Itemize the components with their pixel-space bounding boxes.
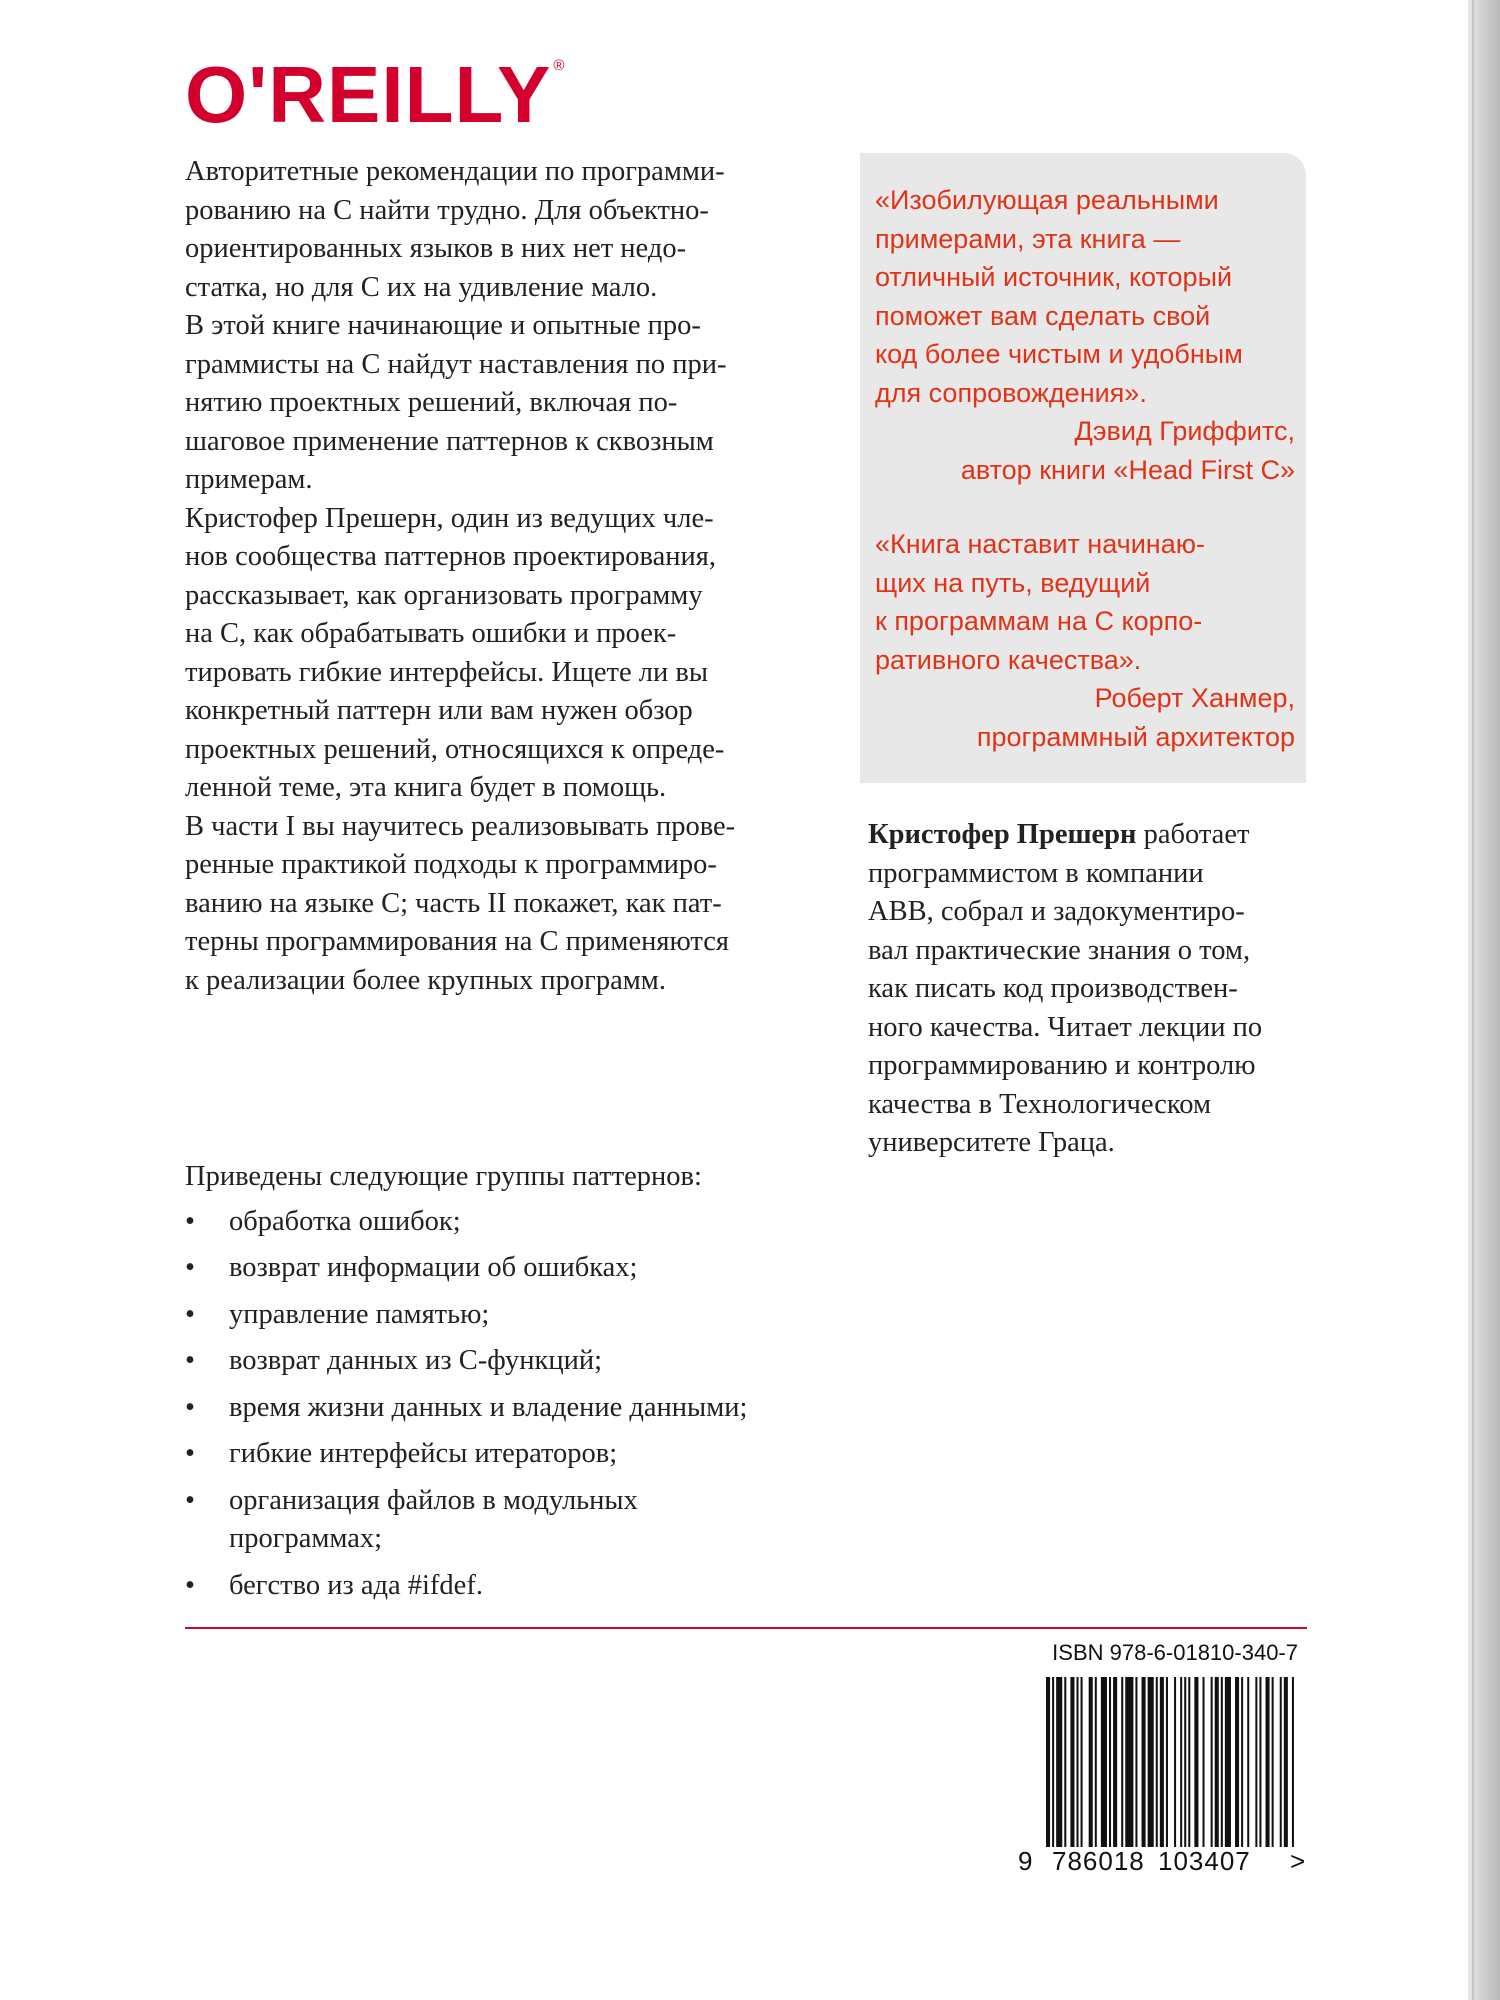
barcode-bar — [1194, 1677, 1198, 1847]
quote-author: Дэвид Гриффитс, — [1074, 416, 1295, 446]
pattern-item — [185, 1203, 845, 1242]
description-line: к реализации более крупных программ. — [185, 964, 666, 996]
barcode-bar — [1255, 1677, 1257, 1847]
pattern-item-text: управление памятью; — [229, 1298, 490, 1330]
bio-line: качества в Технологическом — [868, 1088, 1212, 1120]
barcode-bar — [1259, 1677, 1261, 1847]
description-line: нятию проектных решений, включая по- — [185, 387, 678, 418]
quote-author-role: программный архитектор — [976, 721, 1295, 752]
barcode-bar — [1284, 1677, 1288, 1847]
barcode-bar — [1052, 1677, 1054, 1847]
barcode-bar — [1266, 1677, 1270, 1847]
bio-first-line-rest: работает — [1136, 819, 1250, 850]
description-line: на С, как обрабатывать ошибки и проек- — [185, 618, 677, 649]
bullet-icon: • — [185, 1252, 195, 1283]
pattern-item-text: программах; — [229, 1523, 383, 1554]
quote-line: примерами, эта книга — — [875, 223, 1181, 254]
bullet-icon: • — [185, 1569, 195, 1601]
pattern-item-text: бегство из ада #ifdef. — [229, 1569, 483, 1601]
barcode-bar — [1148, 1677, 1154, 1847]
pattern-item-text: обработка ошибок; — [229, 1205, 461, 1237]
author-name: Кристофер Прешерн — [868, 819, 1137, 850]
trademark-symbol: ® — [553, 57, 566, 74]
barcode-bar — [1076, 1677, 1078, 1847]
pattern-groups — [185, 1158, 845, 1613]
quote-line: ративного качества». — [875, 644, 1142, 675]
description-line: статка, но для С их на удивление мало. — [185, 271, 658, 303]
barcode-bar — [1121, 1677, 1123, 1847]
barcode-bar — [1235, 1677, 1239, 1847]
pattern-item-text: возврат информации об ошибках; — [229, 1252, 638, 1283]
quote-hanmer — [875, 525, 1305, 756]
barcode-bar — [1247, 1677, 1249, 1847]
logo-text: O'REILLY — [185, 50, 552, 139]
description-line: Кристофер Прешерн, один из ведущих чле- — [185, 502, 714, 534]
description-line: проектных решений, относящихся к опреде- — [185, 733, 725, 765]
barcode-bar — [1056, 1677, 1062, 1847]
barcode-bar — [1272, 1677, 1274, 1847]
pattern-item — [185, 1249, 845, 1288]
pattern-item — [185, 1482, 845, 1559]
description-line: ленной теме, эта книга будет в помощь. — [185, 772, 667, 803]
barcode-bar — [1280, 1677, 1282, 1847]
description-line: нов сообщества паттернов проектирования, — [185, 541, 716, 572]
barcode-bar — [1101, 1677, 1107, 1847]
bullet-icon: • — [185, 1438, 195, 1469]
barcode-bar — [1184, 1677, 1186, 1847]
bio-line: как писать код производствен- — [868, 973, 1238, 1004]
pattern-groups-heading: Приведены следующие группы паттернов: — [185, 1161, 702, 1192]
pattern-item-text: гибкие интерфейсы итераторов; — [229, 1438, 618, 1469]
description-line: ванию на языке С; часть II покажет, как пат- — [185, 887, 722, 919]
bio-line: программистом в компании — [868, 857, 1204, 889]
bullet-icon: • — [185, 1298, 195, 1330]
description-line: шаговое применение паттернов к сквозным — [185, 425, 714, 457]
pattern-item-text: возврат данных из С-функций; — [229, 1345, 603, 1376]
barcode-digit-first: 9 — [1018, 1846, 1034, 1876]
barcode-bar — [1215, 1677, 1219, 1847]
isbn-label: ISBN 978-6-01810-340-7 — [1052, 1640, 1298, 1665]
bio-line: вал практические знания о том, — [868, 934, 1251, 966]
barcode-bar — [1180, 1677, 1182, 1847]
quote-line: к программам на С корпо- — [875, 606, 1203, 636]
barcode-bar — [1174, 1677, 1176, 1847]
bio-first-line — [868, 816, 1318, 855]
barcode-digits-left: 786018 — [1052, 1846, 1145, 1876]
pattern-list — [185, 1203, 845, 1606]
description-line: рованию на С найти трудно. Для объектно- — [185, 194, 709, 226]
quote-line: отличный источник, который — [875, 262, 1233, 292]
barcode-bar — [1135, 1677, 1137, 1847]
barcode-bar — [1203, 1677, 1205, 1847]
quote-line: поможет вам сделать свой — [875, 300, 1211, 331]
description-line: Авторитетные рекомендации по программи- — [185, 156, 725, 187]
pattern-item — [185, 1389, 845, 1428]
description-line: В этой книге начинающие и опытные про- — [185, 310, 701, 341]
quote-line: «Книга наставит начинаю- — [875, 529, 1205, 559]
bio-line: ABB, собрал и задокументиро- — [868, 896, 1245, 927]
pattern-item — [185, 1296, 845, 1335]
publisher-logo — [185, 50, 566, 139]
description-line: ориентированных языков в них нет недо- — [185, 233, 687, 264]
book-description — [185, 153, 845, 1000]
barcode-bar — [1046, 1677, 1050, 1847]
barcode-bar — [1142, 1677, 1146, 1847]
book-edge-line — [1472, 0, 1474, 2000]
quote-griffiths — [875, 181, 1305, 489]
description-line: терны программирования на С применяются — [185, 926, 729, 957]
barcode-bar — [1241, 1677, 1243, 1847]
pattern-item — [185, 1567, 845, 1606]
pattern-item-text: организация файлов в модульных — [229, 1484, 638, 1516]
barcode-bar — [1156, 1677, 1158, 1847]
author-bio — [868, 816, 1318, 1163]
red-divider — [185, 1627, 1307, 1629]
barcode-bar — [1188, 1677, 1190, 1847]
pattern-item — [185, 1435, 845, 1474]
bio-line: университете Граца. — [868, 1127, 1115, 1158]
barcode-bar — [1221, 1677, 1223, 1847]
bullet-icon: • — [185, 1484, 195, 1516]
description-line: ренные практикой подходы к программиро- — [185, 849, 717, 880]
description-line: граммисты на С найдут наставления по при- — [185, 348, 727, 380]
barcode — [1046, 1677, 1296, 1847]
description-line: примерам. — [185, 464, 313, 495]
barcode-bar — [1089, 1677, 1093, 1847]
barcode-bar — [1095, 1677, 1097, 1847]
barcode-bar — [1113, 1677, 1117, 1847]
barcode-bar — [1211, 1677, 1213, 1847]
description-line: тировать гибкие интерфейсы. Ищете ли вы — [185, 656, 708, 688]
barcode-bar — [1064, 1677, 1066, 1847]
bio-line: ного качества. Читает лекции по — [868, 1011, 1263, 1043]
description-line: конкретный паттерн или вам нужен обзор — [185, 695, 693, 726]
bullet-icon: • — [185, 1205, 195, 1237]
barcode-bar — [1109, 1677, 1111, 1847]
quote-line: код более чистым и удобным — [875, 339, 1243, 369]
barcode-bar — [1225, 1677, 1231, 1847]
quote-author-role: автор книги «Head First C» — [960, 454, 1295, 485]
bullet-icon: • — [185, 1345, 195, 1376]
bio-line: программированию и контролю — [868, 1050, 1256, 1081]
barcode-bar — [1081, 1677, 1083, 1847]
barcode-bar — [1070, 1677, 1074, 1847]
barcode-bar — [1125, 1677, 1133, 1847]
description-line: В части I вы научитесь реализовывать прове- — [185, 810, 736, 842]
barcode-arrow: > — [1290, 1846, 1307, 1876]
quote-author: Роберт Ханмер, — [1094, 683, 1295, 713]
pattern-item-text: время жизни данных и владение данными; — [229, 1391, 748, 1423]
barcode-bar — [1160, 1677, 1164, 1847]
quote-line: щих на путь, ведущий — [875, 567, 1151, 598]
quote-line: «Изобилующая реальными — [875, 185, 1219, 215]
barcode-digits-right: 103407 — [1158, 1846, 1251, 1876]
description-line: рассказывает, как организовать программу — [185, 579, 703, 611]
barcode-bar — [1166, 1677, 1168, 1847]
pattern-item — [185, 1342, 845, 1381]
bullet-icon: • — [185, 1391, 195, 1423]
barcode-bar — [1292, 1677, 1294, 1847]
quote-line: для сопровождения». — [875, 377, 1147, 408]
